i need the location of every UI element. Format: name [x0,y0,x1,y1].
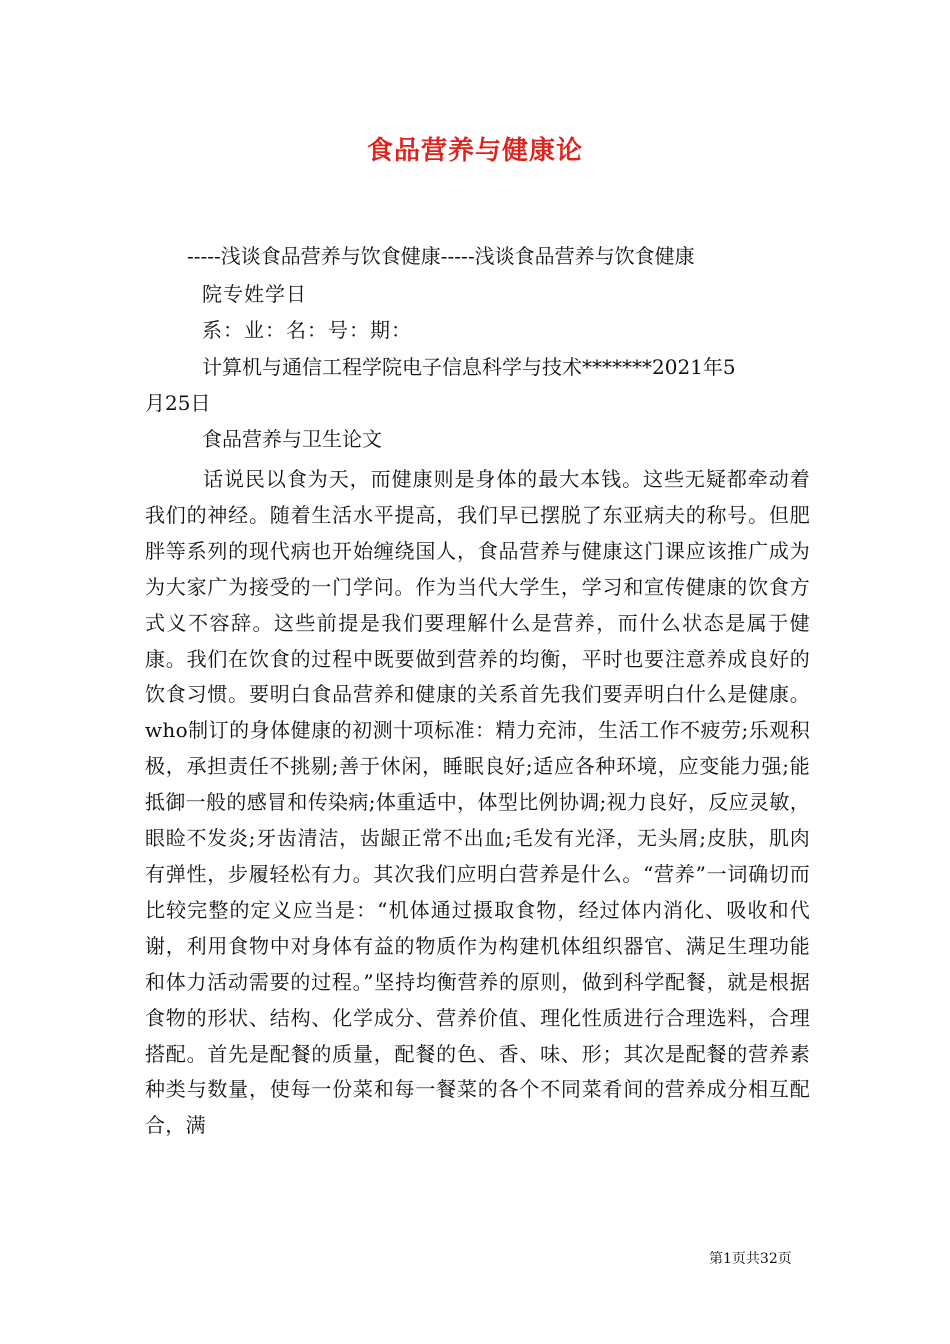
document-title: 食品营养与健康论 [366,136,583,166]
page-number: 第1页共32页 [709,1251,792,1267]
header-field-row2: 系：业：名：号：期： [202,318,412,342]
section-heading: 食品营养与卫生论文 [202,427,382,451]
header-field-row1: 院专姓学日 [202,282,307,306]
date-line: 月25日 [145,391,211,415]
author-info-line: 计算机与通信工程学院电子信息科学与技术*******2021年5 [202,355,736,379]
document-subtitle: -----浅谈食品营养与饮食健康-----浅谈食品营养与饮食健康 [187,244,695,268]
body-paragraph: 话说民以食为天，而健康则是身体的最大本钱。这些无疑都牵动着我们的神经。随着生活水平提高，我们早已摆脱了东亚病夫的称号。但肥胖等系列的现代病也开始缠绕国人，食品营养与健康这门课应该推广成为为大家广为接受的一门学问。作为当代大学生，学习和宣传健康的饮食方式义不容辞。这些前提是我们要理解什么是营养，而什么状态是属于健康。我们在饮食的过程中既要做到营养的均衡，平时也要注意养成良好的饮食习惯。要明白食品营养和健康的关系首先我们要弄明白什么是健康。who制订的身体健康的初测十项标准：精力充沛，生活工作不疲劳;乐观积极，承担责任不挑剔;善于休闲，睡眠良好;适应各种环境，应变能力强;能抵御一般的感冒和传染病;体重适中，体型比例协调;视力良好，反应灵敏，眼睑不发炎;牙齿清洁，齿龈正常不出血;毛发有光泽，无头屑;皮肤，肌肉有弹性，步履轻松有力。其次我们应明白营养是什么。“营养”一词确切而比较完整的定义应当是：“机体通过摄取食物，经过体内消化、吸收和代谢，利用食物中对身体有益的物质作为构建机体组织器官、满足生理功能和体力活动需要的过程。”坚持均衡营养的原则，做到科学配餐，就是根据食物的形状、结构、化学成分、营养价值、理化性质进行合理选料，合理搭配。首先是配餐的质量，配餐的色、香、味、形；其次是配餐的营养素种类与数量，使每一份菜和每一餐菜的各个不同菜肴间的营养成分相互配合，满 [145,467,810,1138]
